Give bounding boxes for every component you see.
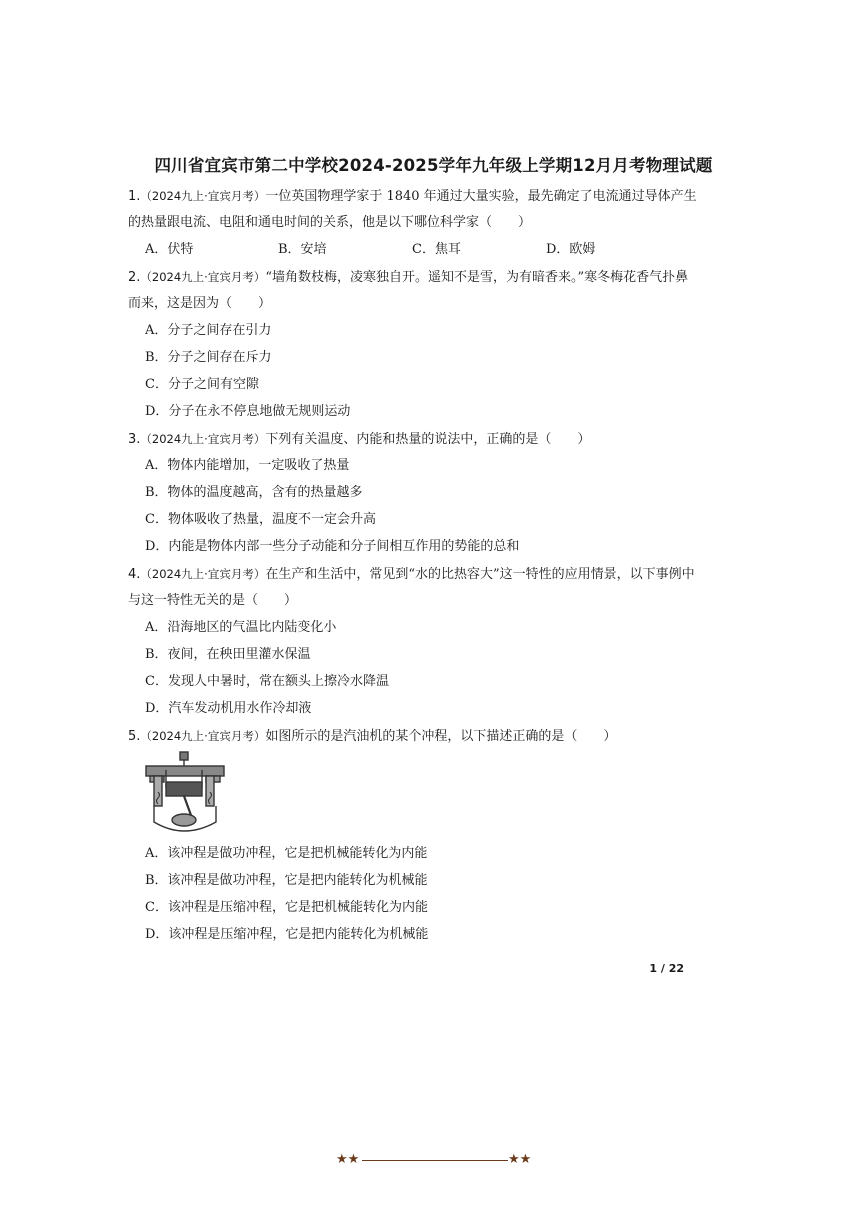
question-4-line-1 [128, 566, 708, 583]
question-5-option-a: A．该冲程是做功冲程，它是把机械能转化为内能 [145, 846, 428, 861]
page-footer-ornament [336, 1151, 532, 1169]
question-3-option-d: D．内能是物体内部一些分子动能和分子间相互作用的势能的总和 [145, 539, 520, 554]
page-number: 1 / 22 [649, 962, 684, 975]
question-1-option-c: C．焦耳 [412, 242, 461, 257]
question-2-source: （2024九上·宜宾月考） [140, 270, 266, 284]
question-2-line-2: 而来，这是因为（ ） [128, 296, 272, 311]
question-3-option-c: C．物体吸收了热量，温度不一定会升高 [145, 512, 376, 527]
question-4-line-2: 与这一特性无关的是（ ） [128, 593, 298, 608]
question-3-text: 下列有关温度、内能和热量的说法中，正确的是（ ） [265, 432, 591, 447]
question-5-option-b: B．该冲程是做功冲程，它是把内能转化为机械能 [145, 873, 428, 888]
question-2-option-d: D．分子在永不停息地做无规则运动 [145, 404, 351, 419]
question-4-option-d: D．汽车发动机用水作冷却液 [145, 701, 312, 716]
question-5-source: （2024九上·宜宾月考） [140, 729, 266, 743]
question-3-option-b: B．物体的温度越高，含有的热量越多 [145, 485, 363, 500]
question-2-option-c: C．分子之间有空隙 [145, 377, 259, 392]
question-5-option-d: D．该冲程是压缩冲程，它是把内能转化为机械能 [145, 927, 429, 942]
question-5-text: 如图所示的是汽油机的某个冲程，以下描述正确的是（ ） [265, 729, 617, 744]
question-1-option-b: B．安培 [278, 242, 327, 257]
question-1-source: （2024九上·宜宾月考） [140, 189, 266, 203]
footer-rule [362, 1160, 508, 1161]
question-3-line-1 [128, 431, 708, 448]
footer-left-stars: ★★ [336, 1152, 360, 1167]
question-5-line-1 [128, 728, 708, 745]
question-1-number: 1. [128, 189, 141, 204]
question-4-number: 4. [128, 567, 141, 582]
question-4-text: 在生产和生活中，常见到“水的比热容大”这一特性的应用情景，以下事例中 [265, 567, 695, 582]
question-3-source: （2024九上·宜宾月考） [140, 432, 266, 446]
question-1-option-d: D．欧姆 [546, 242, 596, 257]
question-1-line-2: 的热量跟电流、电阻和通电时间的关系，他是以下哪位科学家（ ） [128, 215, 532, 230]
footer-right-stars: ★★ [508, 1152, 532, 1167]
question-2-option-a: A．分子之间存在引力 [145, 323, 272, 338]
question-2-text: “墙角数枝梅，凌寒独自开。遥知不是雪，为有暗香来。”寒冬梅花香气扑鼻 [265, 270, 689, 285]
question-1-option-a: A．伏特 [145, 242, 194, 257]
question-4-option-a: A．沿海地区的气温比内陆变化小 [145, 620, 337, 635]
engine-stroke-figure [140, 750, 230, 836]
question-1-text: 一位英国物理学家于 1840 年通过大量实验，最先确定了电流通过导体产生 [265, 189, 697, 204]
question-3-number: 3. [128, 432, 141, 447]
question-3-option-a: A．物体内能增加，一定吸收了热量 [145, 458, 350, 473]
question-5-number: 5. [128, 729, 141, 744]
question-2-option-b: B．分子之间存在斥力 [145, 350, 272, 365]
question-2-line-1 [128, 269, 708, 286]
question-4-option-c: C．发现人中暑时，常在额头上擦冷水降温 [145, 674, 389, 689]
question-1-line-1 [128, 188, 708, 205]
question-2-number: 2. [128, 270, 141, 285]
document-title: 四川省宜宾市第二中学校2024-2025学年九年级上学期12月月考物理试题 [154, 156, 713, 175]
question-4-option-b: B．夜间，在秧田里灌水保温 [145, 647, 311, 662]
question-5-option-c: C．该冲程是压缩冲程，它是把机械能转化为内能 [145, 900, 428, 915]
question-4-source: （2024九上·宜宾月考） [140, 567, 266, 581]
